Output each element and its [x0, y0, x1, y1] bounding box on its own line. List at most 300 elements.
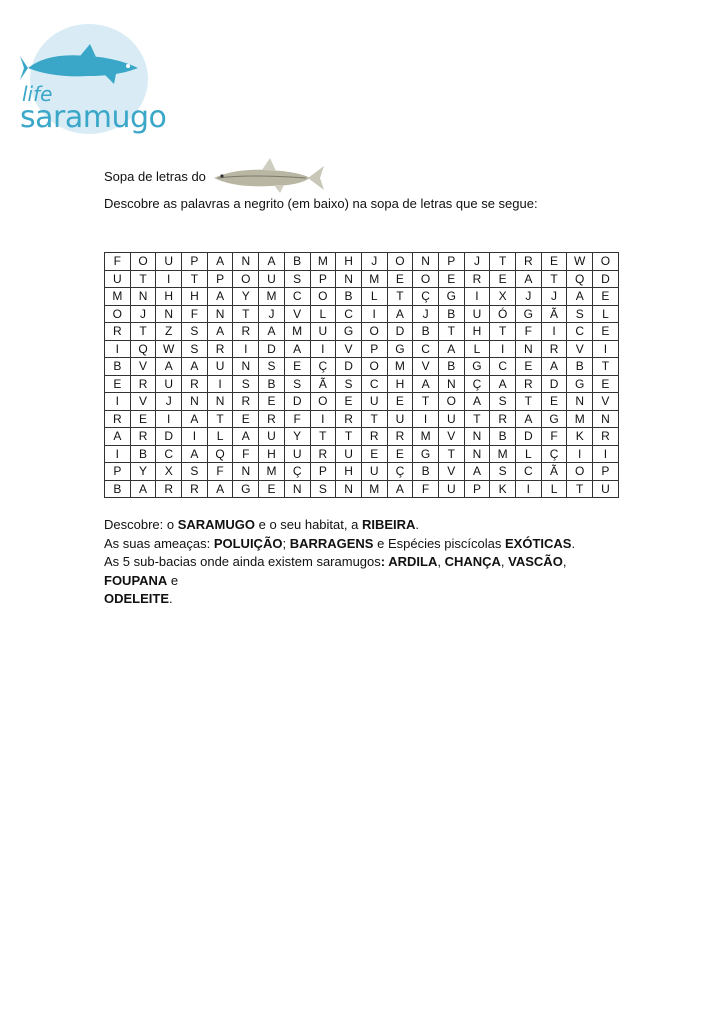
grid-cell: R: [130, 428, 156, 446]
grid-row: [105, 375, 619, 393]
grid-cell: T: [438, 323, 464, 341]
grid-cell: E: [516, 358, 542, 376]
grid-cell: V: [567, 340, 593, 358]
grid-cell: R: [593, 428, 619, 446]
grid-cell: P: [207, 270, 233, 288]
grid-cell: N: [233, 358, 259, 376]
grid-cell: I: [156, 410, 182, 428]
grid-cell: U: [259, 428, 285, 446]
grid-row: [105, 463, 619, 481]
grid-cell: I: [516, 480, 542, 498]
grid-cell: U: [593, 480, 619, 498]
grid-cell: B: [567, 358, 593, 376]
grid-cell: E: [336, 393, 362, 411]
grid-cell: T: [207, 410, 233, 428]
grid-cell: Ç: [541, 445, 567, 463]
logo-name: saramugo: [20, 100, 167, 135]
grid-cell: L: [207, 428, 233, 446]
grid-cell: F: [105, 253, 131, 271]
grid-cell: W: [567, 253, 593, 271]
grid-cell: P: [310, 463, 336, 481]
grid-cell: I: [310, 410, 336, 428]
grid-cell: P: [182, 253, 208, 271]
grid-cell: A: [438, 340, 464, 358]
grid-cell: N: [182, 393, 208, 411]
grid-cell: T: [336, 428, 362, 446]
grid-cell: M: [490, 445, 516, 463]
grid-cell: I: [541, 323, 567, 341]
grid-cell: F: [207, 463, 233, 481]
grid-cell: D: [516, 428, 542, 446]
grid-cell: A: [259, 253, 285, 271]
grid-cell: S: [310, 480, 336, 498]
grid-cell: M: [284, 323, 310, 341]
grid-cell: N: [130, 288, 156, 306]
grid-cell: I: [207, 375, 233, 393]
word-search-grid: [104, 252, 619, 498]
grid-cell: L: [361, 288, 387, 306]
grid-cell: H: [156, 288, 182, 306]
grid-cell: A: [464, 393, 490, 411]
grid-cell: S: [259, 358, 285, 376]
grid-cell: T: [361, 410, 387, 428]
grid-cell: B: [438, 305, 464, 323]
grid-cell: A: [541, 358, 567, 376]
grid-cell: H: [336, 253, 362, 271]
grid-cell: I: [567, 445, 593, 463]
grid-cell: E: [593, 375, 619, 393]
grid-cell: P: [361, 340, 387, 358]
grid-cell: C: [413, 340, 439, 358]
grid-cell: C: [490, 358, 516, 376]
grid-cell: R: [182, 480, 208, 498]
grid-cell: B: [105, 358, 131, 376]
grid-cell: M: [310, 253, 336, 271]
grid-cell: M: [259, 288, 285, 306]
grid-cell: X: [156, 463, 182, 481]
grid-cell: A: [130, 480, 156, 498]
grid-cell: G: [541, 410, 567, 428]
grid-cell: A: [516, 410, 542, 428]
grid-cell: A: [284, 340, 310, 358]
grid-cell: V: [284, 305, 310, 323]
grid-cell: G: [336, 323, 362, 341]
grid-cell: V: [130, 358, 156, 376]
grid-cell: M: [413, 428, 439, 446]
grid-cell: T: [130, 270, 156, 288]
grid-cell: A: [387, 305, 413, 323]
grid-cell: A: [156, 358, 182, 376]
grid-cell: H: [259, 445, 285, 463]
grid-cell: S: [336, 375, 362, 393]
grid-cell: L: [310, 305, 336, 323]
grid-cell: N: [567, 393, 593, 411]
grid-cell: N: [464, 445, 490, 463]
grid-cell: Q: [130, 340, 156, 358]
grid-cell: O: [593, 253, 619, 271]
grid-cell: B: [130, 445, 156, 463]
word-list: [104, 516, 624, 609]
grid-cell: I: [593, 445, 619, 463]
grid-cell: J: [156, 393, 182, 411]
grid-cell: I: [464, 288, 490, 306]
grid-cell: E: [438, 270, 464, 288]
grid-cell: T: [413, 393, 439, 411]
grid-cell: A: [490, 375, 516, 393]
grid-row: [105, 358, 619, 376]
grid-cell: N: [284, 480, 310, 498]
grid-cell: D: [284, 393, 310, 411]
grid-cell: G: [413, 445, 439, 463]
grid-cell: Ã: [541, 305, 567, 323]
grid-cell: B: [105, 480, 131, 498]
grid-cell: H: [182, 288, 208, 306]
grid-cell: E: [593, 323, 619, 341]
word-list-line-1: Descobre: o SARAMUGO e o seu habitat, a RIBEIRA.: [104, 517, 420, 532]
grid-cell: C: [156, 445, 182, 463]
grid-cell: V: [336, 340, 362, 358]
grid-cell: F: [233, 445, 259, 463]
grid-cell: N: [464, 428, 490, 446]
life-saramugo-logo: [18, 18, 167, 136]
grid-cell: T: [464, 410, 490, 428]
logo-prefix: life: [22, 82, 53, 106]
grid-cell: E: [105, 375, 131, 393]
grid-cell: M: [259, 463, 285, 481]
grid-cell: I: [490, 340, 516, 358]
grid-cell: Y: [233, 288, 259, 306]
grid-row: [105, 253, 619, 271]
saramugo-fish-icon: [210, 156, 328, 196]
grid-cell: O: [413, 270, 439, 288]
grid-cell: C: [284, 288, 310, 306]
grid-row: [105, 323, 619, 341]
grid-cell: R: [233, 393, 259, 411]
grid-cell: C: [336, 305, 362, 323]
grid-cell: F: [516, 323, 542, 341]
grid-cell: Ç: [387, 463, 413, 481]
grid-cell: R: [516, 253, 542, 271]
grid-cell: E: [284, 358, 310, 376]
grid-cell: Ã: [541, 463, 567, 481]
grid-cell: A: [207, 288, 233, 306]
grid-cell: E: [130, 410, 156, 428]
grid-cell: A: [259, 323, 285, 341]
grid-cell: U: [284, 445, 310, 463]
grid-cell: S: [233, 375, 259, 393]
grid-cell: Ç: [464, 375, 490, 393]
word-list-line-2: As suas ameaças: POLUIÇÃO; BARRAGENS e Espécies piscícolas EXÓTICAS.: [104, 535, 576, 551]
grid-cell: A: [233, 428, 259, 446]
grid-cell: U: [207, 358, 233, 376]
grid-cell: I: [105, 445, 131, 463]
grid-cell: B: [490, 428, 516, 446]
grid-cell: P: [593, 463, 619, 481]
word-list-line-3: As 5 sub-bacias onde ainda existem saramugos: ARDILA, CHANÇA, VASCÃO, FOUPANA e: [104, 554, 567, 588]
grid-cell: D: [593, 270, 619, 288]
grid-cell: E: [259, 393, 285, 411]
grid-cell: G: [464, 358, 490, 376]
grid-cell: A: [105, 428, 131, 446]
grid-cell: A: [516, 270, 542, 288]
grid-cell: I: [105, 340, 131, 358]
grid-cell: G: [516, 305, 542, 323]
grid-row: [105, 428, 619, 446]
grid-cell: Ç: [284, 463, 310, 481]
grid-cell: S: [182, 323, 208, 341]
grid-cell: P: [105, 463, 131, 481]
grid-cell: D: [156, 428, 182, 446]
grid-cell: T: [310, 428, 336, 446]
grid-cell: O: [130, 253, 156, 271]
grid-cell: V: [413, 358, 439, 376]
grid-cell: A: [207, 253, 233, 271]
grid-cell: N: [438, 375, 464, 393]
grid-cell: O: [233, 270, 259, 288]
grid-row: [105, 445, 619, 463]
grid-cell: U: [336, 445, 362, 463]
grid-cell: E: [541, 393, 567, 411]
grid-cell: K: [567, 428, 593, 446]
grid-cell: U: [361, 393, 387, 411]
grid-cell: D: [259, 340, 285, 358]
grid-cell: P: [310, 270, 336, 288]
grid-cell: U: [438, 410, 464, 428]
grid-cell: I: [361, 305, 387, 323]
grid-cell: G: [567, 375, 593, 393]
grid-cell: N: [336, 270, 362, 288]
grid-cell: N: [156, 305, 182, 323]
grid-cell: A: [567, 288, 593, 306]
grid-cell: I: [182, 428, 208, 446]
grid-cell: O: [310, 393, 336, 411]
grid-cell: T: [516, 393, 542, 411]
grid-cell: R: [130, 375, 156, 393]
grid-row: [105, 270, 619, 288]
grid-cell: R: [310, 445, 336, 463]
grid-cell: D: [387, 323, 413, 341]
grid-cell: M: [361, 480, 387, 498]
grid-cell: R: [259, 410, 285, 428]
grid-row: [105, 288, 619, 306]
grid-cell: Q: [567, 270, 593, 288]
grid-cell: E: [593, 288, 619, 306]
grid-cell: G: [233, 480, 259, 498]
grid-cell: F: [284, 410, 310, 428]
grid-cell: B: [413, 323, 439, 341]
grid-cell: R: [336, 410, 362, 428]
page-title: Sopa de letras do: [104, 168, 206, 184]
grid-cell: A: [182, 358, 208, 376]
grid-cell: T: [593, 358, 619, 376]
grid-cell: T: [490, 253, 516, 271]
grid-cell: A: [464, 463, 490, 481]
grid-cell: E: [387, 445, 413, 463]
grid-cell: S: [490, 463, 516, 481]
grid-cell: F: [541, 428, 567, 446]
grid-row: [105, 480, 619, 498]
grid-cell: R: [490, 410, 516, 428]
grid-cell: E: [233, 410, 259, 428]
grid-cell: B: [438, 358, 464, 376]
grid-cell: R: [387, 428, 413, 446]
grid-cell: U: [361, 463, 387, 481]
grid-cell: W: [156, 340, 182, 358]
grid-cell: L: [593, 305, 619, 323]
grid-cell: M: [105, 288, 131, 306]
grid-cell: M: [567, 410, 593, 428]
grid-cell: J: [259, 305, 285, 323]
grid-cell: Q: [207, 445, 233, 463]
grid-cell: E: [259, 480, 285, 498]
grid-cell: T: [541, 270, 567, 288]
grid-cell: U: [259, 270, 285, 288]
grid-cell: N: [413, 253, 439, 271]
grid-cell: A: [207, 480, 233, 498]
grid-cell: D: [541, 375, 567, 393]
grid-cell: C: [361, 375, 387, 393]
grid-cell: P: [438, 253, 464, 271]
grid-cell: R: [182, 375, 208, 393]
grid-cell: V: [130, 393, 156, 411]
grid-cell: I: [413, 410, 439, 428]
grid-cell: A: [207, 323, 233, 341]
grid-cell: F: [413, 480, 439, 498]
word-list-line-4: ODELEITE.: [104, 591, 173, 606]
grid-cell: V: [438, 428, 464, 446]
grid-cell: S: [490, 393, 516, 411]
grid-cell: B: [413, 463, 439, 481]
grid-cell: L: [464, 340, 490, 358]
grid-cell: O: [567, 463, 593, 481]
grid-cell: E: [541, 253, 567, 271]
title-row: [104, 156, 328, 196]
grid-cell: O: [438, 393, 464, 411]
grid-cell: P: [464, 480, 490, 498]
grid-cell: B: [336, 288, 362, 306]
grid-cell: J: [130, 305, 156, 323]
grid-cell: J: [361, 253, 387, 271]
grid-cell: A: [182, 445, 208, 463]
grid-cell: H: [464, 323, 490, 341]
grid-cell: T: [182, 270, 208, 288]
grid-cell: T: [130, 323, 156, 341]
instruction-text: Descobre as palavras a negrito (em baixo) na sopa de letras que se segue:: [104, 196, 538, 211]
grid-cell: J: [541, 288, 567, 306]
grid-cell: U: [156, 253, 182, 271]
grid-cell: S: [284, 375, 310, 393]
grid-cell: A: [413, 375, 439, 393]
grid-cell: U: [105, 270, 131, 288]
grid-cell: T: [233, 305, 259, 323]
grid-cell: J: [413, 305, 439, 323]
grid-cell: C: [516, 463, 542, 481]
grid-cell: E: [490, 270, 516, 288]
grid-cell: M: [361, 270, 387, 288]
grid-cell: U: [438, 480, 464, 498]
grid-cell: O: [387, 253, 413, 271]
grid-cell: R: [156, 480, 182, 498]
grid-cell: Y: [130, 463, 156, 481]
grid-cell: R: [233, 323, 259, 341]
grid-row: [105, 305, 619, 323]
grid-cell: V: [438, 463, 464, 481]
grid-cell: N: [207, 393, 233, 411]
grid-cell: B: [259, 375, 285, 393]
grid-cell: U: [464, 305, 490, 323]
grid-cell: S: [182, 340, 208, 358]
grid-cell: D: [336, 358, 362, 376]
grid-cell: U: [310, 323, 336, 341]
grid-cell: H: [336, 463, 362, 481]
grid-cell: R: [516, 375, 542, 393]
grid-cell: N: [336, 480, 362, 498]
grid-cell: O: [361, 323, 387, 341]
grid-cell: R: [207, 340, 233, 358]
grid-cell: Ç: [310, 358, 336, 376]
grid-cell: J: [464, 253, 490, 271]
grid-cell: T: [490, 323, 516, 341]
grid-cell: N: [516, 340, 542, 358]
grid-cell: I: [233, 340, 259, 358]
grid-cell: G: [387, 340, 413, 358]
grid-cell: Ç: [413, 288, 439, 306]
grid-cell: M: [387, 358, 413, 376]
grid-cell: L: [516, 445, 542, 463]
grid-cell: T: [387, 288, 413, 306]
grid-cell: Ó: [490, 305, 516, 323]
grid-cell: A: [387, 480, 413, 498]
grid-cell: T: [567, 480, 593, 498]
grid-cell: J: [516, 288, 542, 306]
grid-cell: O: [361, 358, 387, 376]
grid-cell: A: [182, 410, 208, 428]
grid-row: [105, 410, 619, 428]
grid-cell: L: [541, 480, 567, 498]
grid-cell: Z: [156, 323, 182, 341]
grid-cell: R: [361, 428, 387, 446]
grid-cell: E: [387, 393, 413, 411]
grid-cell: O: [310, 288, 336, 306]
grid-cell: R: [105, 410, 131, 428]
grid-cell: Ã: [310, 375, 336, 393]
grid-cell: F: [182, 305, 208, 323]
fish-icon: [18, 38, 148, 88]
grid-cell: R: [105, 323, 131, 341]
grid-cell: I: [105, 393, 131, 411]
grid-cell: N: [233, 253, 259, 271]
grid-cell: S: [182, 463, 208, 481]
grid-cell: R: [541, 340, 567, 358]
grid-cell: V: [593, 393, 619, 411]
grid-cell: C: [567, 323, 593, 341]
grid-cell: X: [490, 288, 516, 306]
grid-cell: S: [284, 270, 310, 288]
grid-cell: N: [593, 410, 619, 428]
grid-cell: N: [207, 305, 233, 323]
grid-cell: S: [567, 305, 593, 323]
grid-cell: I: [156, 270, 182, 288]
grid-cell: N: [233, 463, 259, 481]
grid-cell: H: [387, 375, 413, 393]
grid-cell: Y: [284, 428, 310, 446]
grid-cell: O: [105, 305, 131, 323]
grid-cell: E: [387, 270, 413, 288]
grid-cell: G: [438, 288, 464, 306]
grid-cell: U: [156, 375, 182, 393]
grid-row: [105, 393, 619, 411]
grid-cell: R: [464, 270, 490, 288]
